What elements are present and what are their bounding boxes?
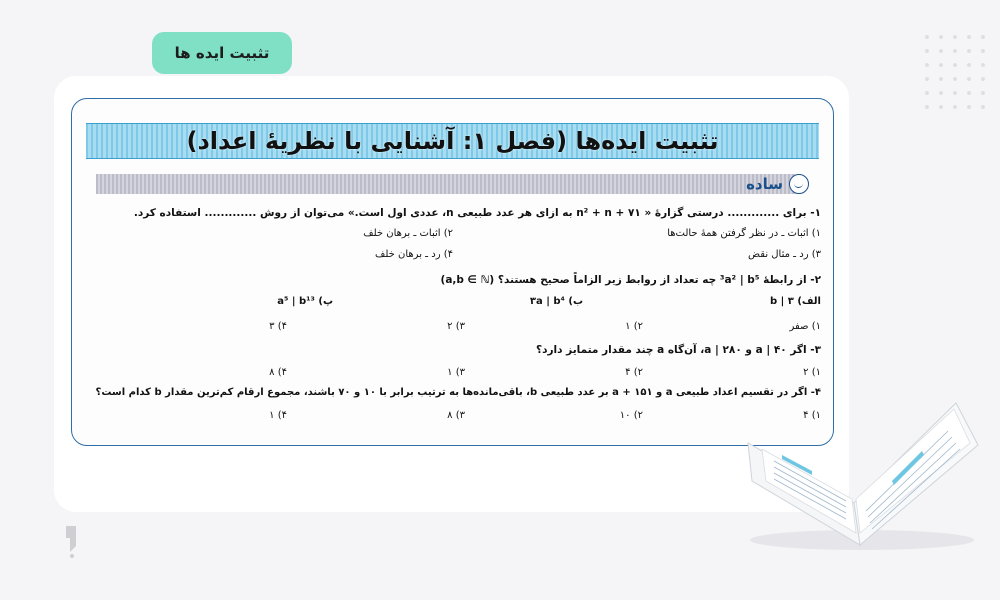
q4-option-1: ۱) ۴ [803, 410, 821, 421]
brand-logo-icon [58, 522, 84, 572]
level-bar [96, 174, 796, 194]
question-1: ۱- برای ............. درستی گزارهٔ « n² + n + ۷۱ به ازای هر عدد طبیعی n، عددی اول است.» می‌توان از روش ............. استفاده کرد. [133, 207, 821, 219]
q2-option-3: ۳) ۲ [447, 321, 465, 332]
section-tab-label: تثبیت ایده ها [174, 44, 270, 62]
q3-option-4: ۴) ۸ [269, 367, 287, 378]
question-4: ۴- اگر در تقسیم اعداد طبیعی a و a + ۱۵۱ بر عدد طبیعی b، باقی‌مانده‌ها به ترتیب برابر با ۱۰ و ۷۰ باشند، مجموع ارقام کم‌ترین مقدار b کدام است؟ [95, 387, 821, 398]
q2-part-c: پ) a⁵ | b¹³ [277, 296, 333, 307]
q3-option-2: ۲) ۴ [625, 367, 643, 378]
section-tab [152, 32, 292, 74]
level-label: ساده [746, 175, 783, 193]
q2-option-2: ۲) ۱ [625, 321, 643, 332]
q1-option-3: ۳) رد ـ مثال نقض [748, 249, 821, 260]
smile-icon [789, 174, 809, 194]
q2-part-a: الف) ۳ | b [769, 296, 821, 307]
q2-option-1: ۱) صفر [789, 321, 821, 332]
q2-option-4: ۴) ۳ [269, 321, 287, 332]
question-2: ۲- از رابطهٔ ³a² | b⁵ چه تعداد از روابط زیر الزاماً صحیح هستند؟ (a,b ∈ ℕ) [440, 274, 821, 286]
q4-option-2: ۲) ۱۰ [619, 410, 643, 421]
chapter-banner [86, 123, 819, 159]
question-3: ۳- اگر a | ۴۰ و a | ۲۸۰، آن‌گاه a چند مقدار متمایز دارد؟ [536, 344, 821, 356]
open-book-illustration [742, 385, 982, 555]
q3-option-1: ۱) ۲ [803, 367, 821, 378]
q1-option-4: ۴) رد ـ برهان خلف [374, 249, 453, 260]
document-scan [71, 98, 834, 446]
q1-option-2: ۲) اثبات ـ برهان خلف [363, 228, 453, 239]
decorative-dot-grid [920, 30, 986, 110]
q2-part-b: ب) ۳a | b⁴ [529, 296, 583, 307]
q1-option-1: ۱) اثبات ـ در نظر گرفتن همهٔ حالت‌ها [667, 228, 821, 239]
q4-option-4: ۴) ۱ [269, 410, 287, 421]
q3-option-3: ۳) ۱ [447, 367, 465, 378]
q4-option-3: ۳) ۸ [447, 410, 465, 421]
level-indicator [746, 172, 809, 196]
chapter-title: تثبیت ایده‌ها (فصل ۱: آشنایی با نظریهٔ اعداد) [186, 127, 719, 155]
